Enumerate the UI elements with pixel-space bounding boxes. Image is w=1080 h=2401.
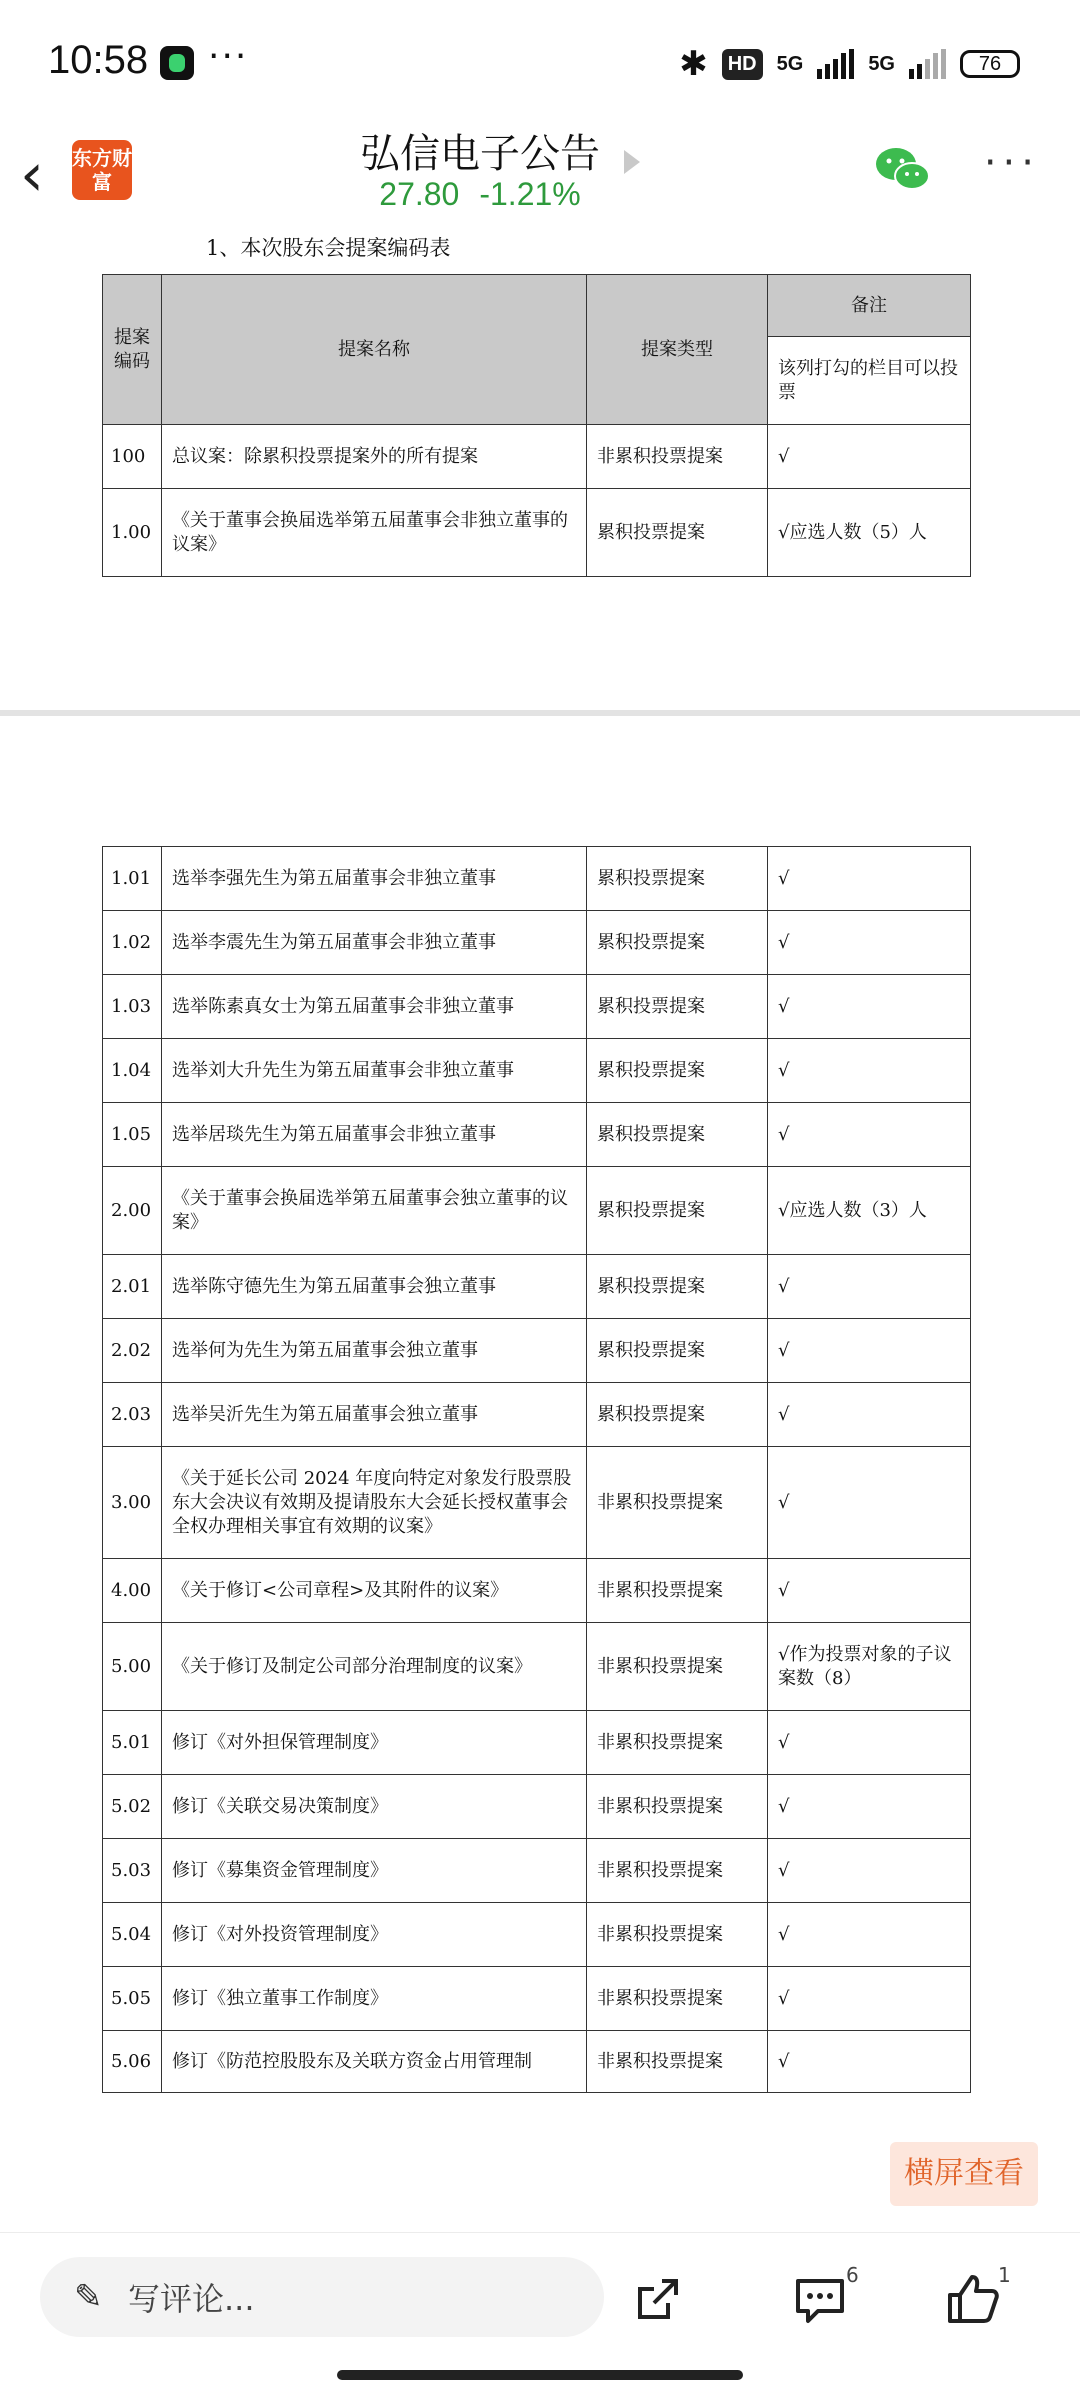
row-code: 2.02 [103, 1319, 162, 1383]
table-row [103, 1967, 971, 2031]
table-row [103, 1903, 971, 1967]
row-name: 修订《防范控股股东及关联方资金占用管理制 [162, 2031, 587, 2093]
row-name: 选举陈素真女士为第五届董事会非独立董事 [162, 975, 587, 1039]
row-name: 《关于修订及制定公司部分治理制度的议案》 [162, 1623, 587, 1711]
row-name: 选举李强先生为第五届董事会非独立董事 [162, 847, 587, 911]
row-type: 累积投票提案 [587, 1039, 768, 1103]
table-row [103, 2031, 971, 2093]
row-type: 非累积投票提案 [587, 1903, 768, 1967]
table-row [103, 489, 971, 577]
status-bar [0, 0, 1080, 120]
stock-price: 27.80 [379, 176, 460, 212]
comment-icon[interactable] [790, 2269, 850, 2329]
row-type: 累积投票提案 [587, 1103, 768, 1167]
header-remark-sub: 该列打勾的栏目可以投票 [768, 337, 971, 425]
row-type: 累积投票提案 [587, 847, 768, 911]
battery-icon: 76 [960, 50, 1020, 78]
row-remark: √ [768, 1103, 971, 1167]
row-code: 1.05 [103, 1103, 162, 1167]
row-remark: √ [768, 1559, 971, 1623]
row-remark: √作为投票对象的子议案数（8） [768, 1623, 971, 1711]
app-logo: 东方财富 [72, 140, 132, 200]
like-count: 1 [998, 2263, 1011, 2287]
row-type: 非累积投票提案 [587, 1447, 768, 1559]
comment-count: 6 [846, 2263, 859, 2287]
row-type: 非累积投票提案 [587, 1775, 768, 1839]
row-type: 非累积投票提案 [587, 2031, 768, 2093]
row-name: 总议案：除累积投票提案外的所有提案 [162, 425, 587, 489]
status-time: 10:58 [48, 38, 149, 82]
row-remark: √应选人数（5）人 [768, 489, 971, 577]
row-code: 5.05 [103, 1967, 162, 2031]
row-code: 5.04 [103, 1903, 162, 1967]
table-row [103, 1103, 971, 1167]
page-title: 弘信电子公告 [360, 131, 600, 177]
row-name: 选举何为先生为第五届董事会独立董事 [162, 1319, 587, 1383]
back-arrow-icon[interactable]: ‹ [20, 140, 44, 210]
bluetooth-icon: ✱ [679, 45, 708, 83]
row-code: 1.04 [103, 1039, 162, 1103]
header-type: 提案类型 [587, 275, 768, 425]
wechat-share-icon[interactable] [872, 144, 932, 194]
landscape-view-button[interactable]: 横屏查看 [890, 2142, 1038, 2206]
row-code: 4.00 [103, 1559, 162, 1623]
proposal-table-page1 [102, 274, 971, 577]
table-row [103, 1559, 971, 1623]
network-5g-label-2: 5G [868, 52, 895, 75]
status-more: ··· [208, 36, 249, 77]
pen-icon: ✎ [74, 2277, 103, 2317]
header-code: 提案编码 [103, 275, 162, 425]
comment-placeholder: 写评论... [128, 2280, 255, 2318]
row-name: 修订《募集资金管理制度》 [162, 1839, 587, 1903]
hd-icon: HD [722, 49, 763, 80]
row-code: 1.03 [103, 975, 162, 1039]
table-row [103, 1623, 971, 1711]
row-name: 选举刘大升先生为第五届董事会非独立董事 [162, 1039, 587, 1103]
row-type: 非累积投票提案 [587, 1839, 768, 1903]
row-name: 《关于董事会换届选举第五届董事会独立董事的议案》 [162, 1167, 587, 1255]
row-remark: √ [768, 911, 971, 975]
proposal-table-page2 [102, 846, 971, 2093]
row-code: 5.02 [103, 1775, 162, 1839]
row-remark: √应选人数（3）人 [768, 1167, 971, 1255]
table-row [103, 1839, 971, 1903]
table-row [103, 1039, 971, 1103]
row-code: 5.06 [103, 2031, 162, 2093]
table-row [103, 1255, 971, 1319]
row-type: 非累积投票提案 [587, 1559, 768, 1623]
header-name: 提案名称 [162, 275, 587, 425]
signal-bars-icon [817, 49, 854, 79]
row-remark: √ [768, 1255, 971, 1319]
row-name: 《关于董事会换届选举第五届董事会非独立董事的议案》 [162, 489, 587, 577]
row-code: 5.03 [103, 1839, 162, 1903]
app-header [0, 120, 1080, 230]
row-remark: √ [768, 1319, 971, 1383]
row-type: 非累积投票提案 [587, 1967, 768, 2031]
comment-input[interactable] [40, 2257, 604, 2337]
row-type: 累积投票提案 [587, 1255, 768, 1319]
row-code: 5.01 [103, 1711, 162, 1775]
row-code: 5.00 [103, 1623, 162, 1711]
row-code: 1.00 [103, 489, 162, 577]
page-divider [0, 710, 1080, 716]
table-row [103, 1319, 971, 1383]
row-name: 修订《独立董事工作制度》 [162, 1967, 587, 2031]
row-remark: √ [768, 1447, 971, 1559]
row-remark: √ [768, 847, 971, 911]
row-name: 选举居琰先生为第五届董事会非独立董事 [162, 1103, 587, 1167]
table-row [103, 1711, 971, 1775]
table-row [103, 975, 971, 1039]
row-code: 1.02 [103, 911, 162, 975]
row-name: 修订《对外担保管理制度》 [162, 1711, 587, 1775]
row-remark: √ [768, 1775, 971, 1839]
row-remark: √ [768, 1967, 971, 2031]
app-notification-icon [160, 46, 194, 80]
row-name: 《关于延长公司 2024 年度向特定对象发行股票股东大会决议有效期及提请股东大会延长授权董事会全权办理相关事宜有效期的议案》 [162, 1447, 587, 1559]
row-remark: √ [768, 1839, 971, 1903]
row-name: 选举陈守德先生为第五届董事会独立董事 [162, 1255, 587, 1319]
row-remark: √ [768, 425, 971, 489]
row-code: 2.01 [103, 1255, 162, 1319]
row-remark: √ [768, 975, 971, 1039]
more-options-icon[interactable]: ··· [983, 140, 1040, 186]
row-remark: √ [768, 1039, 971, 1103]
row-code: 2.00 [103, 1167, 162, 1255]
table-row [103, 847, 971, 911]
row-type: 累积投票提案 [587, 911, 768, 975]
row-name: 选举吴沂先生为第五届董事会独立董事 [162, 1383, 587, 1447]
row-code: 1.01 [103, 847, 162, 911]
row-type: 累积投票提案 [587, 489, 768, 577]
header-remark: 备注 [768, 275, 971, 337]
table-row [103, 425, 971, 489]
table-row [103, 1447, 971, 1559]
row-remark: √ [768, 1711, 971, 1775]
table-row [103, 1167, 971, 1255]
home-indicator[interactable] [337, 2370, 743, 2380]
doc-caption: 1、本次股东会提案编码表 [206, 236, 451, 260]
signal-bars-icon-2 [909, 49, 946, 79]
network-5g-label: 5G [776, 52, 804, 75]
row-code: 100 [103, 425, 162, 489]
row-type: 累积投票提案 [587, 1383, 768, 1447]
row-remark: √ [768, 1903, 971, 1967]
like-icon[interactable] [942, 2269, 1002, 2329]
stock-change: -1.21% [479, 176, 581, 212]
stock-quote[interactable] [0, 176, 960, 213]
row-code: 3.00 [103, 1447, 162, 1559]
row-name: 修订《关联交易决策制度》 [162, 1775, 587, 1839]
table-row [103, 911, 971, 975]
row-type: 非累积投票提案 [587, 1711, 768, 1775]
row-name: 修订《对外投资管理制度》 [162, 1903, 587, 1967]
row-name: 选举李震先生为第五届董事会非独立董事 [162, 911, 587, 975]
row-remark: √ [768, 2031, 971, 2093]
row-type: 累积投票提案 [587, 1319, 768, 1383]
row-remark: √ [768, 1383, 971, 1447]
table-row [103, 1775, 971, 1839]
table-row [103, 1383, 971, 1447]
play-icon [624, 150, 640, 174]
row-name: 《关于修订<公司章程>及其附件的议案》 [162, 1559, 587, 1623]
system-icons [679, 44, 1020, 84]
row-type: 累积投票提案 [587, 1167, 768, 1255]
share-icon[interactable] [628, 2269, 688, 2329]
row-code: 2.03 [103, 1383, 162, 1447]
row-type: 累积投票提案 [587, 975, 768, 1039]
row-type: 非累积投票提案 [587, 425, 768, 489]
row-type: 非累积投票提案 [587, 1623, 768, 1711]
